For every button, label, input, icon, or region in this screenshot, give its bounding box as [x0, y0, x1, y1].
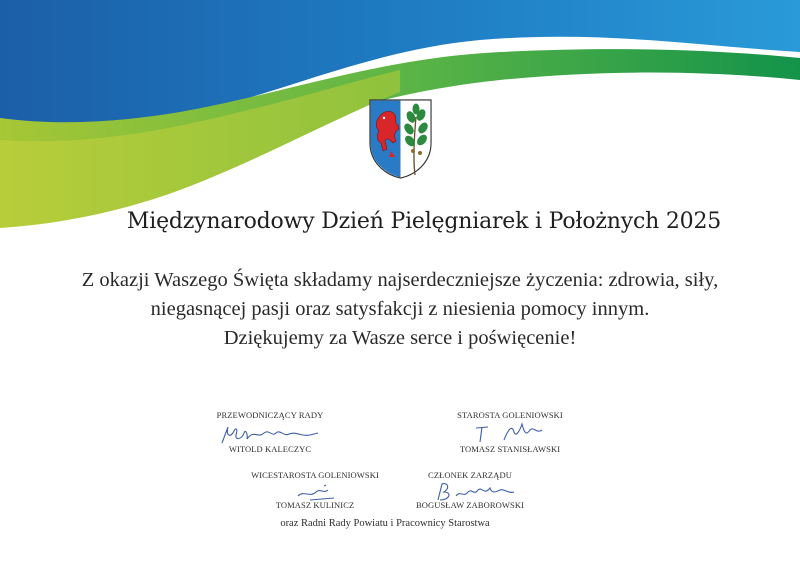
signatory-role: WICESTAROSTA GOLENIOWSKI: [251, 470, 379, 480]
signatory-name: TOMASZ KULINICZ: [275, 500, 355, 510]
message-line-2: niegasnącej pasji oraz satysfakcji z niesienia pomocy innym.: [150, 298, 650, 320]
signatory-role: STAROSTA GOLENIOWSKI: [457, 410, 563, 420]
message-line-1: Z okazji Waszego Święta składamy najserdeczniejsze życzenia: zdrowia, siły,: [81, 269, 719, 291]
footer-note: oraz Radni Rady Powiatu i Pracownicy Starostwa: [280, 518, 490, 529]
signature-block-board-member: [400, 470, 540, 515]
signatory-role: PRZEWODNICZĄCY RADY: [216, 410, 324, 420]
signature-block-vice-starosta: [250, 470, 380, 515]
signature-block-chairman: [200, 410, 340, 455]
coat-of-arms-emblem: [369, 99, 432, 179]
signatory-role: CZŁONEK ZARZĄDU: [428, 470, 512, 480]
greeting-message: [0, 266, 800, 353]
signatory-name: BOGUSŁAW ZABOROWSKI: [415, 500, 525, 510]
signature-block-starosta: [440, 410, 580, 455]
handwritten-signature: [464, 418, 554, 446]
signatory-name: WITOLD KALECZYC: [228, 444, 312, 454]
message-line-3: Dziękujemy za Wasze serce i poświęcenie!: [223, 327, 577, 349]
page-title: Międzynarodowy Dzień Pielęgniarek i Położnych 2025: [126, 209, 722, 234]
signatory-name: TOMASZ STANISŁAWSKI: [459, 444, 561, 454]
